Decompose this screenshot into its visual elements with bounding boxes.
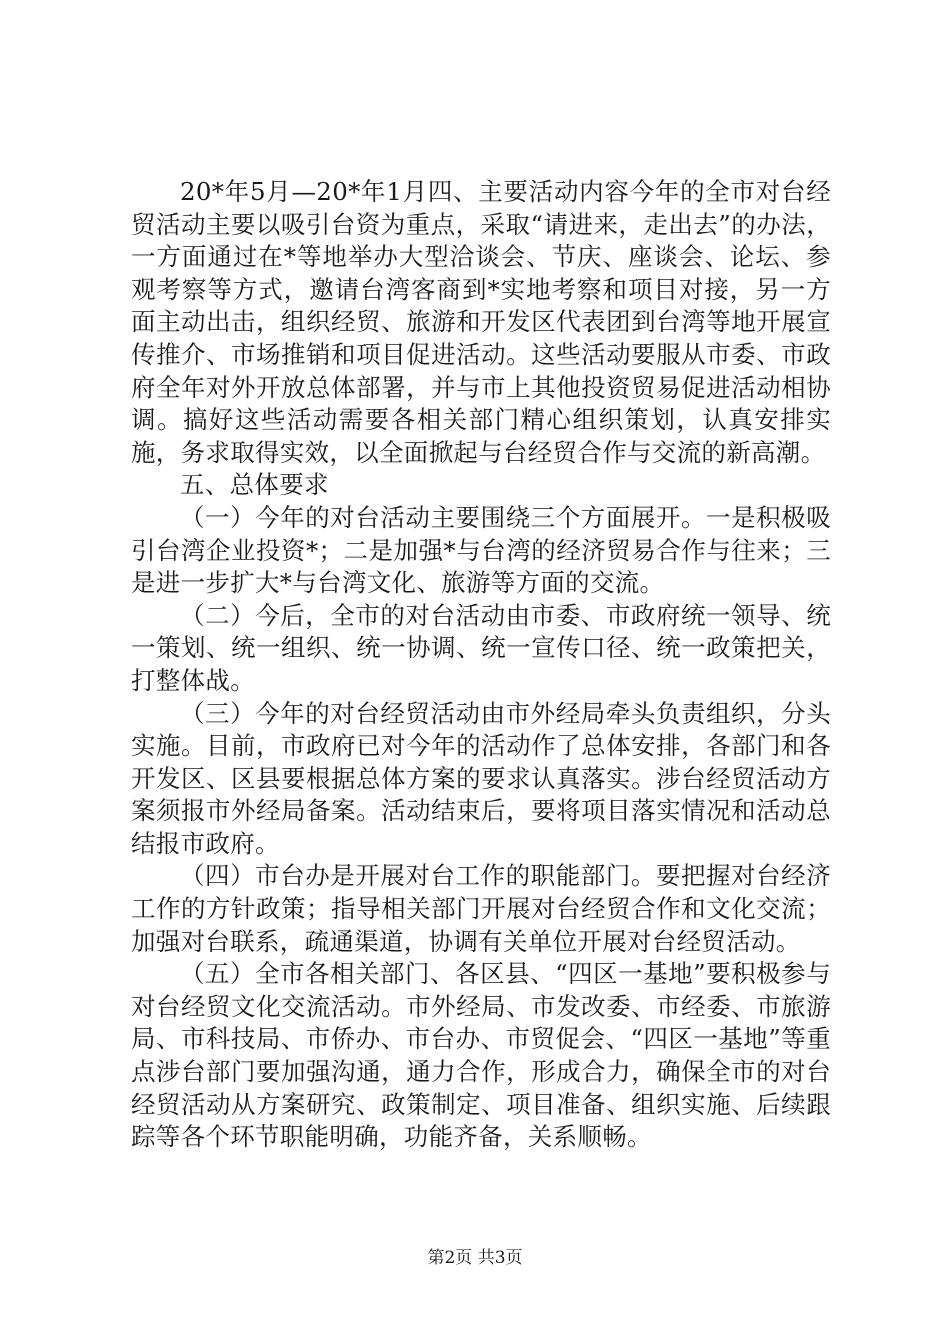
page-number-footer: 第2页 共3页 bbox=[427, 1248, 523, 1268]
paragraph-item-3: （三）今年的对台经贸活动由市外经局牵头负责组织，分头实施。目前，市政府已对今年的活动作了总体安排，各部门和各开发区、区县要根据总体方案的要求认真落实。涉台经贸活动方案须报市外经局备案。活动结束后，要将项目落实情况和活动总结报市政府。 bbox=[131, 698, 831, 858]
paragraph-item-1: （一）今年的对台活动主要围绕三个方面展开。一是积极吸引台湾企业投资*；二是加强*与台湾的经济贸易合作与往来；三是进一步扩大*与台湾文化、旅游等方面的交流。 bbox=[131, 502, 831, 598]
section-heading: 五、总体要求 bbox=[180, 470, 329, 500]
paragraph-item-2: （二）今后，全市的对台活动由市委、市政府统一领导、统一策划、统一组织、统一协调、统一宣传口径、统一政策把关，打整体战。 bbox=[131, 600, 831, 695]
paragraph-item-4: （四）市台办是开展对台工作的职能部门。要把握对台经济工作的方针政策；指导相关部门开展对台经贸合作和文化交流；加强对台联系，疏通渠道，协调有关单位开展对台经贸活动。 bbox=[131, 861, 831, 956]
paragraph-item-5: （五）全市各相关部门、各区县、“四区一基地”要积极参与对台经贸文化交流活动。市外经局、市发改委、市经委、市旅游局、市科技局、市侨办、市台办、市贸促会、“四区一基地”等重点涉台部门要加强沟通，通力合作，形成合力，确保全市的对台经贸活动从方案研究、政策制定、项目准备、组织实施、后续跟踪等各个环节职能明确，功能齐备，关系顺畅。 bbox=[131, 959, 831, 1152]
paragraph-intro: 20*年5月—20*年1月四、主要活动内容今年的全市对台经贸活动主要以吸引台资为重点，采取“请进来，走出去”的办法，一方面通过在*等地举办大型洽谈会、节庆、座谈会、论坛、参观考察等方式，邀请台湾客商到*实地考察和项目对接，另一方面主动出击，组织经贸、旅游和开发区代表团到台湾等地开展宣传推介、市场推销和项目促进活动。这些活动要服从市委、市政府全年对外开放总体部署，并与市上其他投资贸易促进活动相协调。搞好这些活动需要各相关部门精心组织策划，认真安排实施，务求取得实效，以全面掀起与台经贸合作与交流的新高潮。 bbox=[131, 177, 831, 467]
document-body bbox=[131, 176, 831, 1154]
